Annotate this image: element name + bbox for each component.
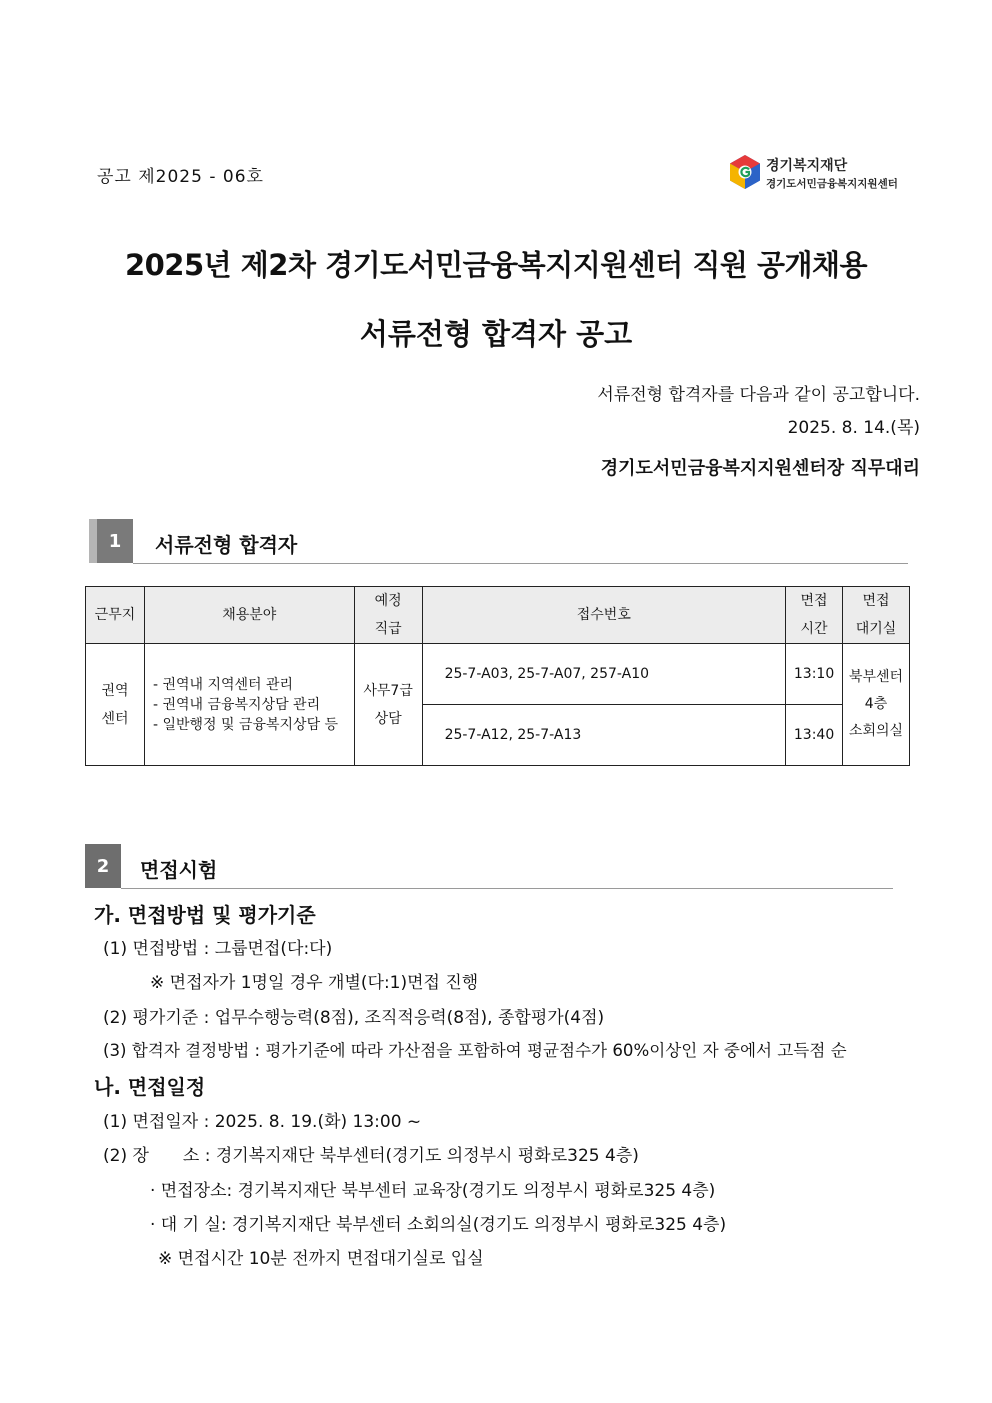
logo-subname: 경기도서민금융복지지원센터	[766, 178, 898, 190]
field-item: - 권역내 지역센터 관리	[152, 676, 294, 693]
header-room-line1: 면접	[862, 593, 890, 609]
grade-line2: 상담	[374, 710, 402, 727]
cell-recno: 25-7-A03, 25-7-A07, 257-A10	[422, 644, 786, 705]
method-item-2: (2) 평가기준 : 업무수행능력(8점), 조직적응력(8점), 종합평가(4점)	[103, 1008, 605, 1028]
section-1-title: 서류전형 합격자	[155, 533, 298, 557]
signer: 경기도서민금융복지지원센터장 직무대리	[600, 458, 920, 479]
notice-number: 공고 제2025 - 06호	[97, 167, 264, 187]
section-2-number: 2	[85, 844, 121, 888]
header-grade-line2: 직급	[374, 621, 402, 637]
header-room-line2: 대기실	[855, 621, 897, 637]
cell-grade	[354, 644, 422, 766]
cell-time: 13:10	[786, 644, 843, 705]
header-grade	[354, 587, 422, 644]
field-item: - 권역내 금융복지상담 관리	[152, 696, 321, 713]
intro-text: 서류전형 합격자를 다음과 같이 공고합니다.	[597, 385, 920, 405]
subheading-schedule: 나. 면접일정	[94, 1075, 206, 1099]
notice-date: 2025. 8. 14.(목)	[787, 418, 920, 438]
schedule-waiting-room: · 대 기 실: 경기복지재단 북부센터 소회의실(경기도 의정부시 평화로325 4층)	[150, 1215, 727, 1235]
cell-field	[144, 644, 354, 766]
table-row	[86, 644, 910, 705]
schedule-note: ※ 면접시간 10분 전까지 면접대기실로 입실	[158, 1249, 484, 1269]
method-item-1: (1) 면접방법 : 그룹면접(다:다)	[103, 939, 333, 959]
room-line1: 북부센터	[848, 669, 904, 685]
method-item-3: (3) 합격자 결정방법 : 평가기준에 따라 가산점을 포함하여 평균점수가 60%이상인 자 중에서 고득점 순	[103, 1041, 847, 1060]
room-line3: 소회의실	[848, 723, 904, 739]
logo-name: 경기복지재단	[766, 158, 848, 174]
header-time	[786, 587, 843, 644]
section-1-divider	[133, 563, 908, 564]
header-grade-line1: 예정	[374, 593, 402, 609]
result-table	[85, 586, 910, 766]
subheading-method: 가. 면접방법 및 평가기준	[94, 903, 316, 927]
cell-room	[843, 644, 910, 766]
schedule-date: (1) 면접일자 : 2025. 8. 19.(화) 13:00 ~	[103, 1112, 422, 1132]
schedule-interview-room: · 면접장소: 경기복지재단 북부센터 교육장(경기도 의정부시 평화로325 4층)	[150, 1181, 716, 1201]
section-2-divider	[121, 888, 893, 889]
header-time-line2: 시간	[800, 621, 828, 637]
section-2-title: 면접시험	[140, 858, 218, 882]
section-1-number: 1	[97, 519, 133, 563]
cell-recno: 25-7-A12, 25-7-A13	[422, 705, 786, 766]
schedule-place: (2) 장 소 : 경기복지재단 북부센터(경기도 의정부시 평화로325 4층)	[103, 1146, 639, 1166]
header-time-line1: 면접	[800, 593, 828, 609]
header-field: 채용분야	[144, 587, 354, 644]
page-title-line1: 2025년 제2차 경기도서민금융복지지원센터 직원 공개채용	[124, 248, 868, 282]
logo-hexagon-icon	[728, 154, 762, 190]
header-room	[843, 587, 910, 644]
workplace-line2: 센터	[101, 710, 129, 727]
workplace-line1: 권역	[101, 682, 129, 699]
page-title-line2: 서류전형 합격자 공고	[359, 317, 633, 351]
cell-time: 13:40	[786, 705, 843, 766]
field-item: - 일반행정 및 금융복지상담 등	[152, 716, 339, 733]
section-1-accent	[89, 519, 97, 563]
room-line2: 4층	[864, 696, 888, 712]
foundation-logo	[728, 152, 908, 198]
header-recno: 접수번호	[422, 587, 786, 644]
header-workplace: 근무지	[86, 587, 145, 644]
grade-line1: 사무7급	[363, 682, 413, 699]
cell-workplace	[86, 644, 145, 766]
table-header-row	[86, 587, 910, 644]
method-note: ※ 면접자가 1명일 경우 개별(다:1)면접 진행	[150, 973, 479, 993]
